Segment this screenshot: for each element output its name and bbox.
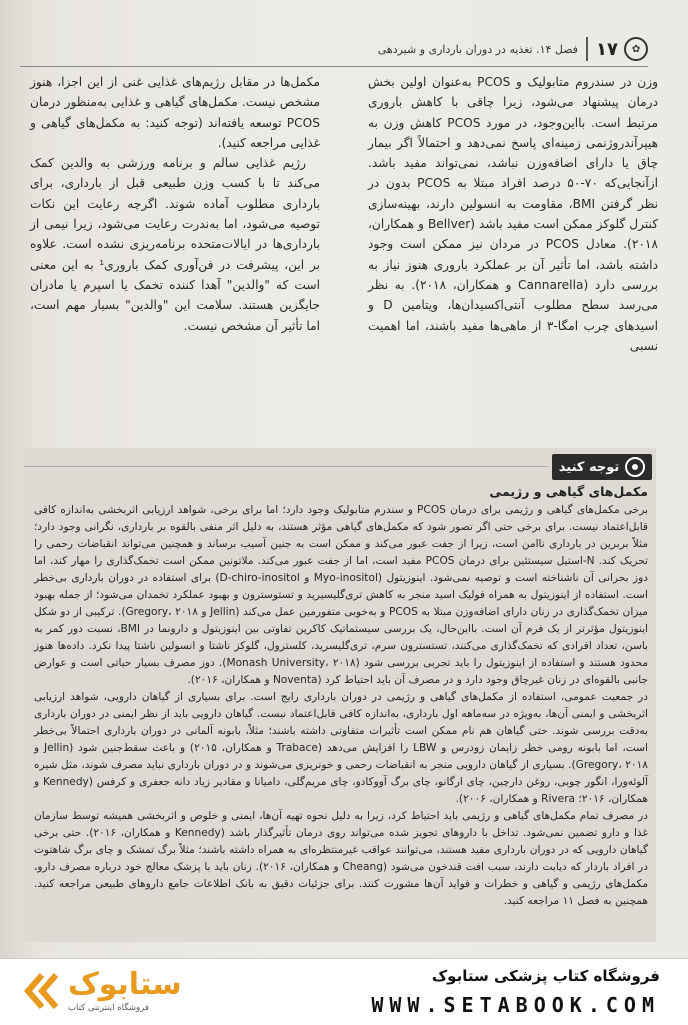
left-column-paragraph-2: رژیم غذایی سالم و برنامه ورزشی به والدین کمک می‌کند تا با کسب وزن طبیعی قبل از بارداری، برای بارداری مطلوب آماده شوند. اگرچه رعایت این نکات توصیه می‌شود، اما به‌ندرت رعایت می‌شود، زیرا نیمی از بارداری‌ها در ایالات‌متحده برنامه‌ریزی نشده است. علاوه بر این، پیشرفت در فن‌آوری کمک باروری¹ به این معنی است که "والدین" آهدا کننده تخمک یا اسپرم یا مادران جایگزین هستند. سلامت این "والدین" بسیار مهم است، اما تأثیر آن مشخص نیست. — [30, 156, 320, 333]
note-divider — [24, 466, 548, 467]
note-box — [24, 448, 656, 942]
chapter-title: فصل ۱۴. تغذیه در دوران بارداری و شیردهی — [377, 42, 579, 56]
right-column — [368, 72, 658, 442]
note-paragraph-2: در جمعیت عمومی، استفاده از مکمل‌های گیاهی و رژیمی در دوران بارداری رایج است. برای بسیاری از گیاهان دارویی، شواهد ارزیابی اثربخشی و ایمنی آن‌ها، به‌ویژه در سه‌ماهه اول بارداری، به‌اندازه کافی قابل‌اعتماد نیست. گیاهان دارویی باید از نظر ایمنی در دوران بارداری به‌دقت بررسی شوند. حتی گیاهان هم نام ممکن است تأثیرات متفاوتی داشته باشند؛ مثلاً، بابونه آلمانی در دوران بارداری احتمالاً بی‌خطر است، اما بابونه رومی خطر زایمان زودرس و LBW را افزایش می‌دهد (Trabace و همکاران، ۲۰۱۵) و باعث سقط‌جنین شود (Jellin و Gregory، ۲۰۱۸). بسیاری از گیاهان دارویی منجر به انقباضات رحمی و خونریزی می‌شوند و در دوران بارداری نباید مصرف شوند، مثل شیره آلوئه‌ورا، انگور چوبی، روغن دارچین، چای ارگانو، چای برگ آووکادو، چای مریم‌گلی، دامیانا و مقادیر زیاد دانه جعفری و کرفس (Kennedy و همکاران، ۲۰۱۶؛ Rivera و همکاران، ۲۰۰۶). — [34, 691, 649, 805]
note-badge-label: توجه کنید — [558, 459, 620, 475]
note-heading: مکمل‌های گیاهی و رژیمی — [489, 484, 648, 499]
logo-tagline: فروشگاه اینترنتی کتاب — [68, 1003, 149, 1013]
header-divider — [20, 66, 648, 67]
store-url-link[interactable]: WWW.SETABOOK.COM — [371, 993, 660, 1017]
store-name: فروشگاه کتاب پزشکی ستابوک — [431, 967, 660, 985]
page-number-box — [586, 37, 648, 61]
page-number: ۱۷ — [596, 38, 618, 60]
left-column-paragraph-1: مکمل‌ها در مقابل رژیم‌های غذایی غنی از این اجزا، هنوز مشخص نیست. مکمل‌های گیاهی و غذایی به‌منظور درمان PCOS توسعه یافته‌اند (توجه کنید: به مکمل‌های گیاهی و غذایی مراجعه کنید). — [30, 75, 320, 150]
store-logo[interactable] — [20, 967, 190, 1019]
target-icon — [625, 457, 645, 477]
right-column-paragraph: وزن در سندروم متابولیک و PCOS به‌عنوان اولین بخش درمان پیشنهاد می‌شود، زیرا چاقی با کاهش باروری مرتبط است. بااین‌وجود، در مورد PCOS کاهش وزن به هیپرآندروژنمی زمینه‌ای پاسخ نمی‌دهد و احتمالاً اگر بیمار چاق یا دارای اضافه‌وزن نباشد، نمی‌تواند مفید باشد. ازآنجایی‌که ۷۰-۵۰ درصد افراد مبتلا به PCOS بدون در نظر گرفتن BMI، مقاومت به انسولین دارند، بهینه‌سازی کنترل گلوکز ممکن است مفید باشد (Bellver و همکاران، ۲۰۱۸). معادل PCOS در مردان نیز ممکن است وجود داشته باشد، اما تأثیر آن بر عملکرد باروری هنوز نیاز به بررسی دارد (Cannarella و همکاران، ۲۰۱۸). به نظر می‌رسد سطح مطلوب آنتی‌اکسیدان‌ها، ویتامین D و اسیدهای چرب امگا-۳ از ماهی‌ها مفید باشند، اما اهمیت نسبی — [368, 75, 659, 353]
note-badge — [552, 454, 652, 480]
note-text — [34, 502, 648, 910]
page-header — [22, 36, 648, 62]
left-column — [30, 72, 320, 442]
note-paragraph-3: در مصرف تمام مکمل‌های گیاهی و رژیمی باید احتیاط کرد، زیرا به دلیل نحوه تهیه آن‌ها، ایمنی و خلوص و اثربخشی همیشه توسط سازمان غذا و دارو تضمین نمی‌شود. تداخل با داروهای تجویز شده می‌تواند روی درمان تأثیرگذار باشد (Kennedy و همکاران، ۲۰۱۶). حتی برخی گیاهان دارویی که در دوران بارداری مفید هستند، می‌توانند عواقب غیرمنتظره‌ای به همراه داشته باشند؛ مثلاً برگ تمشک و چای برگ شاهتوت در افراد باردار که دیابت دارند، سبب افت قندخون می‌شود (Cheang و همکاران، ۲۰۱۶). زنان باید با پزشک معالج خود درباره مصرف دارو، مکمل‌های رژیمی و گیاهی و خطرات و فواید آن‌ها مشورت کنند. برای جزئیات دقیق به بانک اطلاعات جامع داروهای طبیعی مراجعه کنید. همچنین به فصل ۱۱ مراجعه کنید. — [34, 810, 649, 907]
logo-wordmark: ستابوک — [68, 967, 182, 1002]
chevron-logo-icon — [20, 969, 64, 1013]
chapter-logo-icon: ✿ — [624, 37, 648, 61]
store-footer — [0, 958, 688, 1025]
note-paragraph-1: برخی مکمل‌های گیاهی و رژیمی برای درمان PCOS و سندرم متابولیک وجود دارد؛ اما برای برخی، شواهد ارزیابی اثربخشی به‌اندازه کافی قابل‌اعتماد نیست. برای برخی حتی اگر تصور شود که مکمل‌های گیاهی مؤثر هستند، به دلیل اثر منفی بالقوه بر بارداری، نگرانی وجود دارد؛ مثلاً بربرین در بارداری ناامن است، زیرا از جفت عبور می‌کند و ممکن است به جنین آسیب برساند و همچنین می‌تواند انقباضات رحمی را تحریک کند. N-استیل سیستئین برای درمان PCOS مفید است، اما از جفت عبور می‌کند. ملاتونین ممکن است تخمک‌گذاری را مهار کند، اما دوز بحرانی آن ناشناخته است و توصیه نمی‌شود. اینوزیتول (Myo-inositol و D-chiro-inositol) برای استفاده در دوران بارداری بی‌خطر است. استفاده از اینوزیتول به همراه فولیک اسید منجر به کاهش تری‌گلیسیرید و تستوسترون و بهبود عملکرد تخمدان می‌شود؛ از جمله بهبود میزان تخمک‌گذاری در زنان دارای اضافه‌وزن مبتلا به PCOS و به‌خوبی متفورمین عمل می‌کند (Jellin و Gregory، ۲۰۱۸). ترکیبی از دو شکل اینوزیتول مؤثرتر از یک فرم آن است. بااین‌حال، یک بررسی سیستماتیک کاکرین تفاوتی بین اینوزیتول و دارونما در BMI، نسبت دور کمر به باسن، تعداد افرادی که تخمک‌گذاری می‌کنند، تستسترون سرم، تری‌گلیسرید، کلسترول، گلوکز ناشتا و انسولین ناشتا پیدا نکرد. داده‌ها هنوز محدود هستند و استفاده از اینوزیتول را باید تجربی بررسی شود (Monash University، ۲۰۱۸). دوز مصرف بسیار حیاتی است و عوارض جانبی بالقوه‌ای در زنان غیرچاق وجود دارد و در مصرف آن باید احتیاط کرد (Noventa و همکاران، ۲۰۱۶). — [34, 504, 649, 686]
two-column-body — [30, 72, 658, 442]
